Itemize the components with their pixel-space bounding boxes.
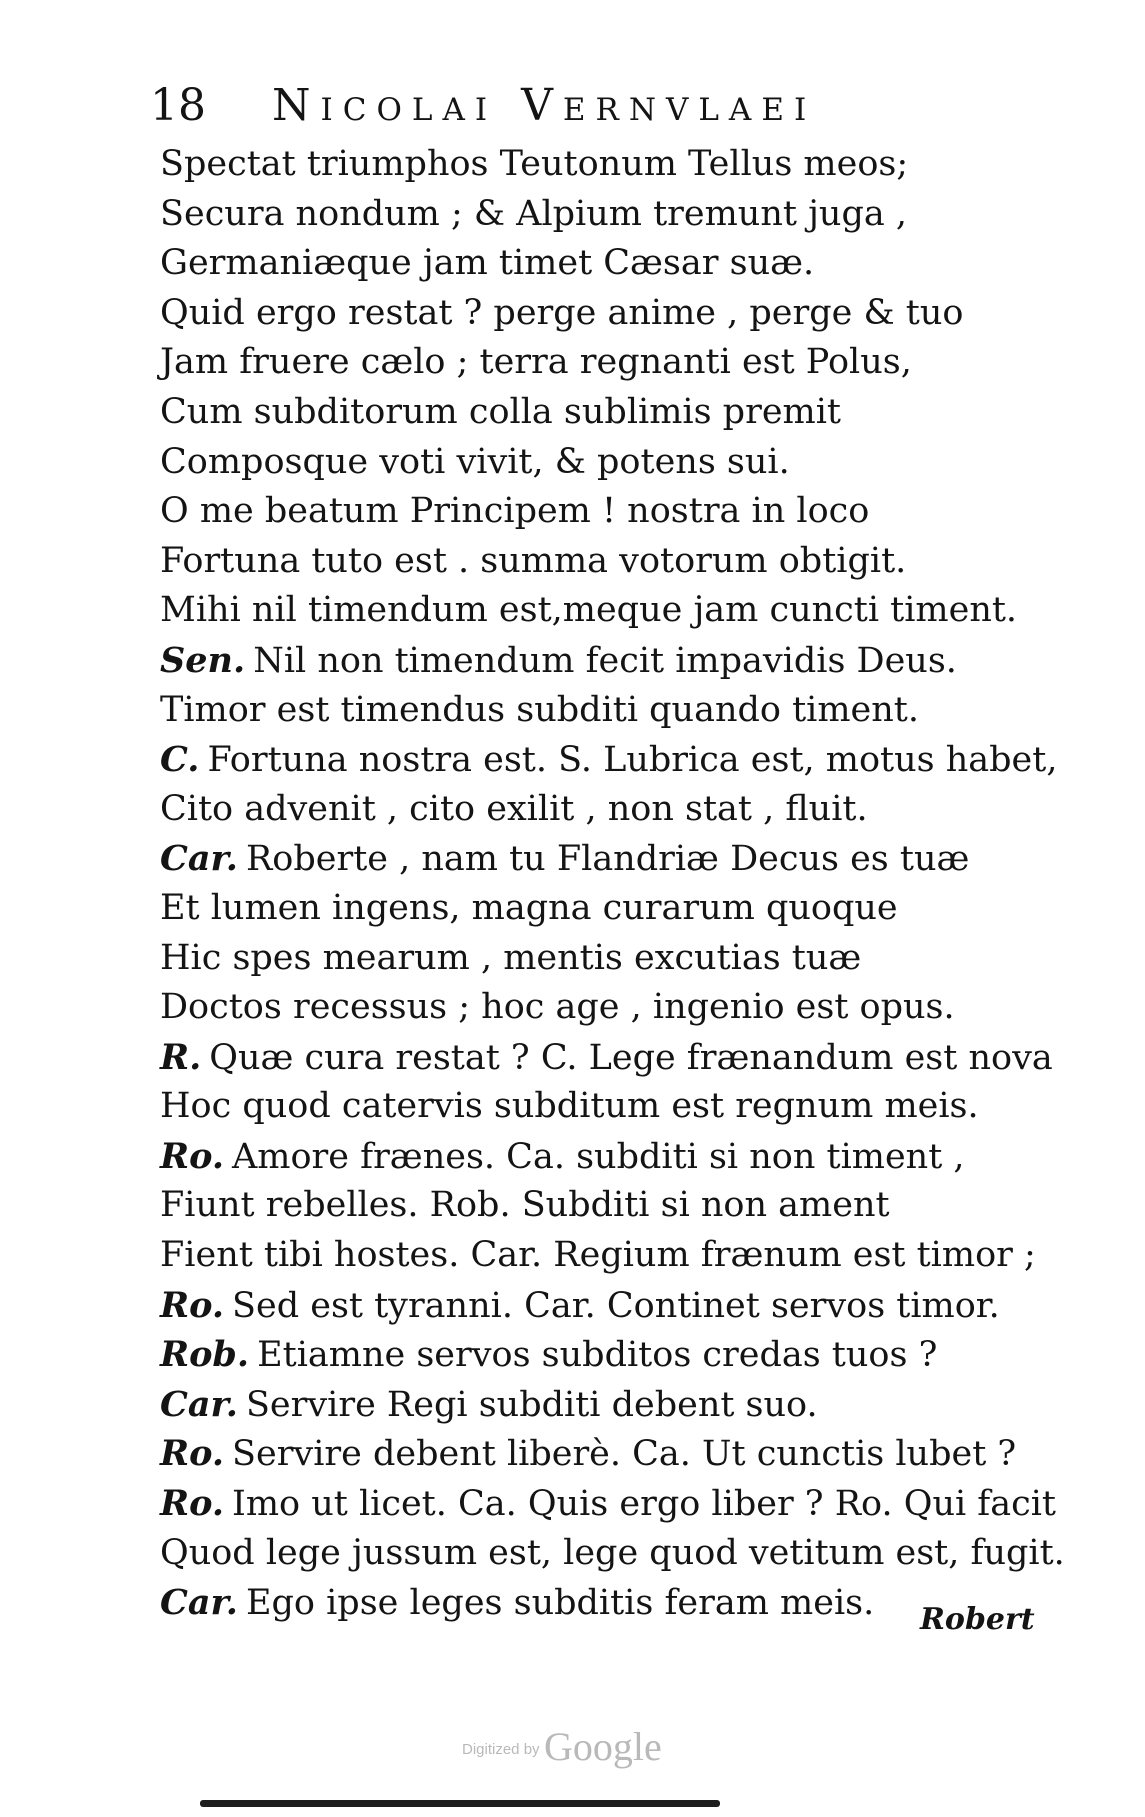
verse-line [160,686,1060,736]
speaker-label: R. [160,1036,202,1078]
verse-line [160,388,1060,438]
speaker-label: Ro. [160,1433,225,1475]
watermark-brand: Google [544,1724,662,1769]
speaker-label: Car. [160,838,238,880]
verse-line [160,140,1060,190]
verse-text: Et lumen ingens, magna curarum quoque [160,887,898,928]
verse-text: Imo ut licet. Ca. Quis ergo liber ? Ro. Qui facit [232,1484,1056,1525]
verse-line [160,1529,1065,1579]
scan-edge-mark [200,1800,720,1807]
verse-line [160,735,1060,785]
verse-line [160,1231,1060,1281]
verse-text: Timor est timendus subditi quando timent. [160,689,919,730]
verse-text: Secura nondum ; & Alpium tremunt juga , [160,193,907,234]
verse-text: Amore frænes. Ca. subditi si non timent , [232,1136,965,1177]
verse-text: Germaniæque jam timet Cæsar suæ. [160,243,815,284]
verse-text: Servire Regi subditi debent suo. [245,1384,818,1425]
verse-text: O me beatum Principem ! nostra in loco [160,491,870,532]
digitized-watermark [462,1723,662,1770]
verse-text: Fient tibi hostes. Car. Regium frænum est timor ; [160,1235,1036,1276]
verse-line [160,586,1060,636]
verse-line [160,1082,1060,1132]
verse-text: Quod lege jussum est, lege quod vetitum est, fugit. [160,1532,1065,1573]
verse-text: Jam fruere cælo ; terra regnanti est Polus, [160,342,912,383]
verse-text: Sed est tyranni. Car. Continet servos timor. [232,1285,1000,1326]
speaker-label: Rob. [160,1334,250,1376]
watermark-prefix: Digitized by [462,1741,540,1758]
verse-line [160,1380,1060,1430]
verse-line [160,1281,1060,1331]
verse-line [160,1429,1060,1479]
verse-line [160,1330,1060,1380]
verse-text-block [160,140,1065,1628]
catchword: Robert [920,1602,1035,1637]
verse-line [160,537,1060,587]
verse-text: Hoc quod catervis subditum est regnum meis. [160,1086,979,1127]
verse-line [160,983,1060,1033]
verse-text: Fortuna nostra est. S. Lubrica est, motus habet, [207,740,1058,781]
page-header [150,76,816,136]
verse-text: Fortuna tuto est . summa votorum obtigit. [160,540,907,581]
verse-text: Roberte , nam tu Flandriæ Decus es tuæ [245,839,970,880]
verse-text: Fiunt rebelles. Rob. Subditi si non ament [160,1185,890,1226]
speaker-label: Car. [160,1582,238,1624]
verse-line [160,239,1060,289]
speaker-label: Car. [160,1383,238,1425]
verse-line [160,636,1060,686]
verse-line [160,438,1060,488]
speaker-label: Ro. [160,1135,225,1177]
verse-text: Quid ergo restat ? perge anime , perge & tuo [160,292,964,333]
verse-text: Hic spes mearum , mentis excutias tuæ [160,937,862,978]
verse-text: Etiamne servos subditos credas tuos ? [257,1335,938,1376]
verse-text: Spectat triumphos Teutonum Tellus meos; [160,144,909,184]
speaker-label: Sen. [160,639,246,681]
verse-text: Nil non timendum fecit impavidis Deus. [253,640,957,681]
verse-text: Quæ cura restat ? C. Lege frænandum est nova [209,1037,1053,1078]
verse-text: Ego ipse leges subditis feram meis. [245,1583,875,1624]
speaker-label: C. [160,739,200,781]
speaker-label: Ro. [160,1483,225,1525]
verse-line [160,1132,1060,1182]
verse-line [160,834,1060,884]
verse-line [160,934,1060,984]
verse-line [160,487,1060,537]
verse-text: Cum subditorum colla sublimis premit [160,391,841,432]
verse-text: Cito advenit , cito exilit , non stat , fluit. [160,788,868,829]
speaker-label: Ro. [160,1284,225,1326]
verse-line [160,190,1060,240]
verse-text: Servire debent liberè. Ca. Ut cunctis lubet ? [232,1434,1017,1475]
verse-line [160,1479,1060,1529]
verse-line [160,785,1060,835]
verse-text: Mihi nil timendum est,meque jam cuncti timent. [160,590,1018,631]
running-title: Nicolai Vernvlaei [272,80,817,131]
verse-line [160,884,1060,934]
verse-line [160,289,1060,339]
verse-line [160,1181,1060,1231]
verse-text: Doctos recessus ; hoc age , ingenio est opus. [160,987,955,1028]
verse-line [160,1033,1060,1083]
verse-text: Composque voti vivit, & potens sui. [160,441,790,482]
page-number: 18 [150,80,206,131]
verse-line [160,338,1060,388]
